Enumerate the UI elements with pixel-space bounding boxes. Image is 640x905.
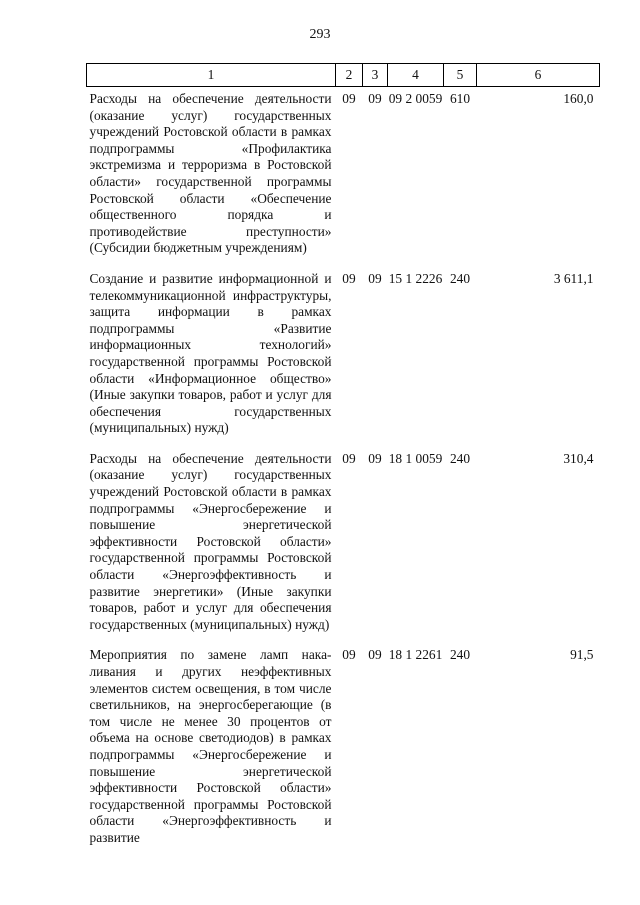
row-description: Мероприятия по замене ламп накаливания и других неэффективных элементов систем освещения, в том числе светильников, на энергосберегающие (в том числе не менее 30 процентов от объема на основе светодиодов) в рамках подпрограммы «Энергосбережение и повышение энергетической эффективности Ростовской области» государственной программы Ростовской области «Энергоэффективность и развитие <box>89 647 332 845</box>
row-target-article-code: 15 1 2226 <box>388 270 443 286</box>
row-target-article-code: 18 1 2261 <box>388 647 443 663</box>
row-expense-type-code: 240 <box>449 450 471 466</box>
table-row <box>87 447 600 644</box>
header-row <box>87 64 600 87</box>
row-amount: 310,4 <box>563 450 594 466</box>
header-col-3: 3 <box>363 64 388 87</box>
row-section-code: 09 <box>342 450 356 466</box>
header-col-4: 4 <box>388 64 444 87</box>
header-col-5: 5 <box>444 64 477 87</box>
row-subsection-code: 09 <box>368 91 382 106</box>
row-description: Расходы на обеспечение деятельности (оказание услуг) государственных учреждений Ростовской области в рамках подпрограммы «Профилактика экстремизма и терроризма в Ростовской области» государственной программы Ростовской области «Обеспечение общественного порядка и противодействие преступности» (Субсидии бюджетным учреждениям) <box>89 91 332 256</box>
row-expense-type-code: 240 <box>449 647 471 663</box>
row-description: Расходы на обеспечение деятельности (оказание услуг) государственных учреждений Ростовской области в рамках подпрограммы «Энергосбережение и повышение энергетической эффективности Ростовской области» государственной программы Ростовской области «Энергоэффективность и развитие энергетики» (Иные закупки товаров, работ и услуг для обеспечения государственных (муниципальных) нужд) <box>89 450 332 632</box>
budget-table <box>86 63 600 857</box>
row-amount: 3 611,1 <box>553 270 594 286</box>
table-row <box>87 267 600 447</box>
table-header <box>87 64 600 87</box>
table-row <box>87 643 600 856</box>
row-expense-type-code: 240 <box>449 270 471 286</box>
header-col-6: 6 <box>477 64 600 87</box>
row-amount: 160,0 <box>563 91 594 106</box>
row-section-code: 09 <box>342 91 356 106</box>
row-section-code: 09 <box>342 647 356 663</box>
row-description: Создание и развитие информационной и телекоммуникационной инфраструктуры, защита информации в рамках подпрограммы «Развитие информационных технологий» государственной программы Ростовской области «Информационное общество» (Иные закупки товаров, работ и услуг для обеспечения государственных (муниципальных) нужд) <box>89 270 332 436</box>
header-col-2: 2 <box>336 64 363 87</box>
table-row <box>87 87 600 267</box>
row-section-code: 09 <box>342 270 356 286</box>
row-amount: 91,5 <box>570 647 594 663</box>
row-target-article-code: 18 1 0059 <box>388 450 443 466</box>
row-expense-type-code: 610 <box>449 91 471 106</box>
row-subsection-code: 09 <box>368 647 382 663</box>
header-col-1: 1 <box>87 64 336 87</box>
page-number: 293 <box>309 27 331 42</box>
row-subsection-code: 09 <box>368 450 382 466</box>
table-body <box>87 87 600 857</box>
row-target-article-code: 09 2 0059 <box>388 91 443 106</box>
row-subsection-code: 09 <box>368 270 382 286</box>
